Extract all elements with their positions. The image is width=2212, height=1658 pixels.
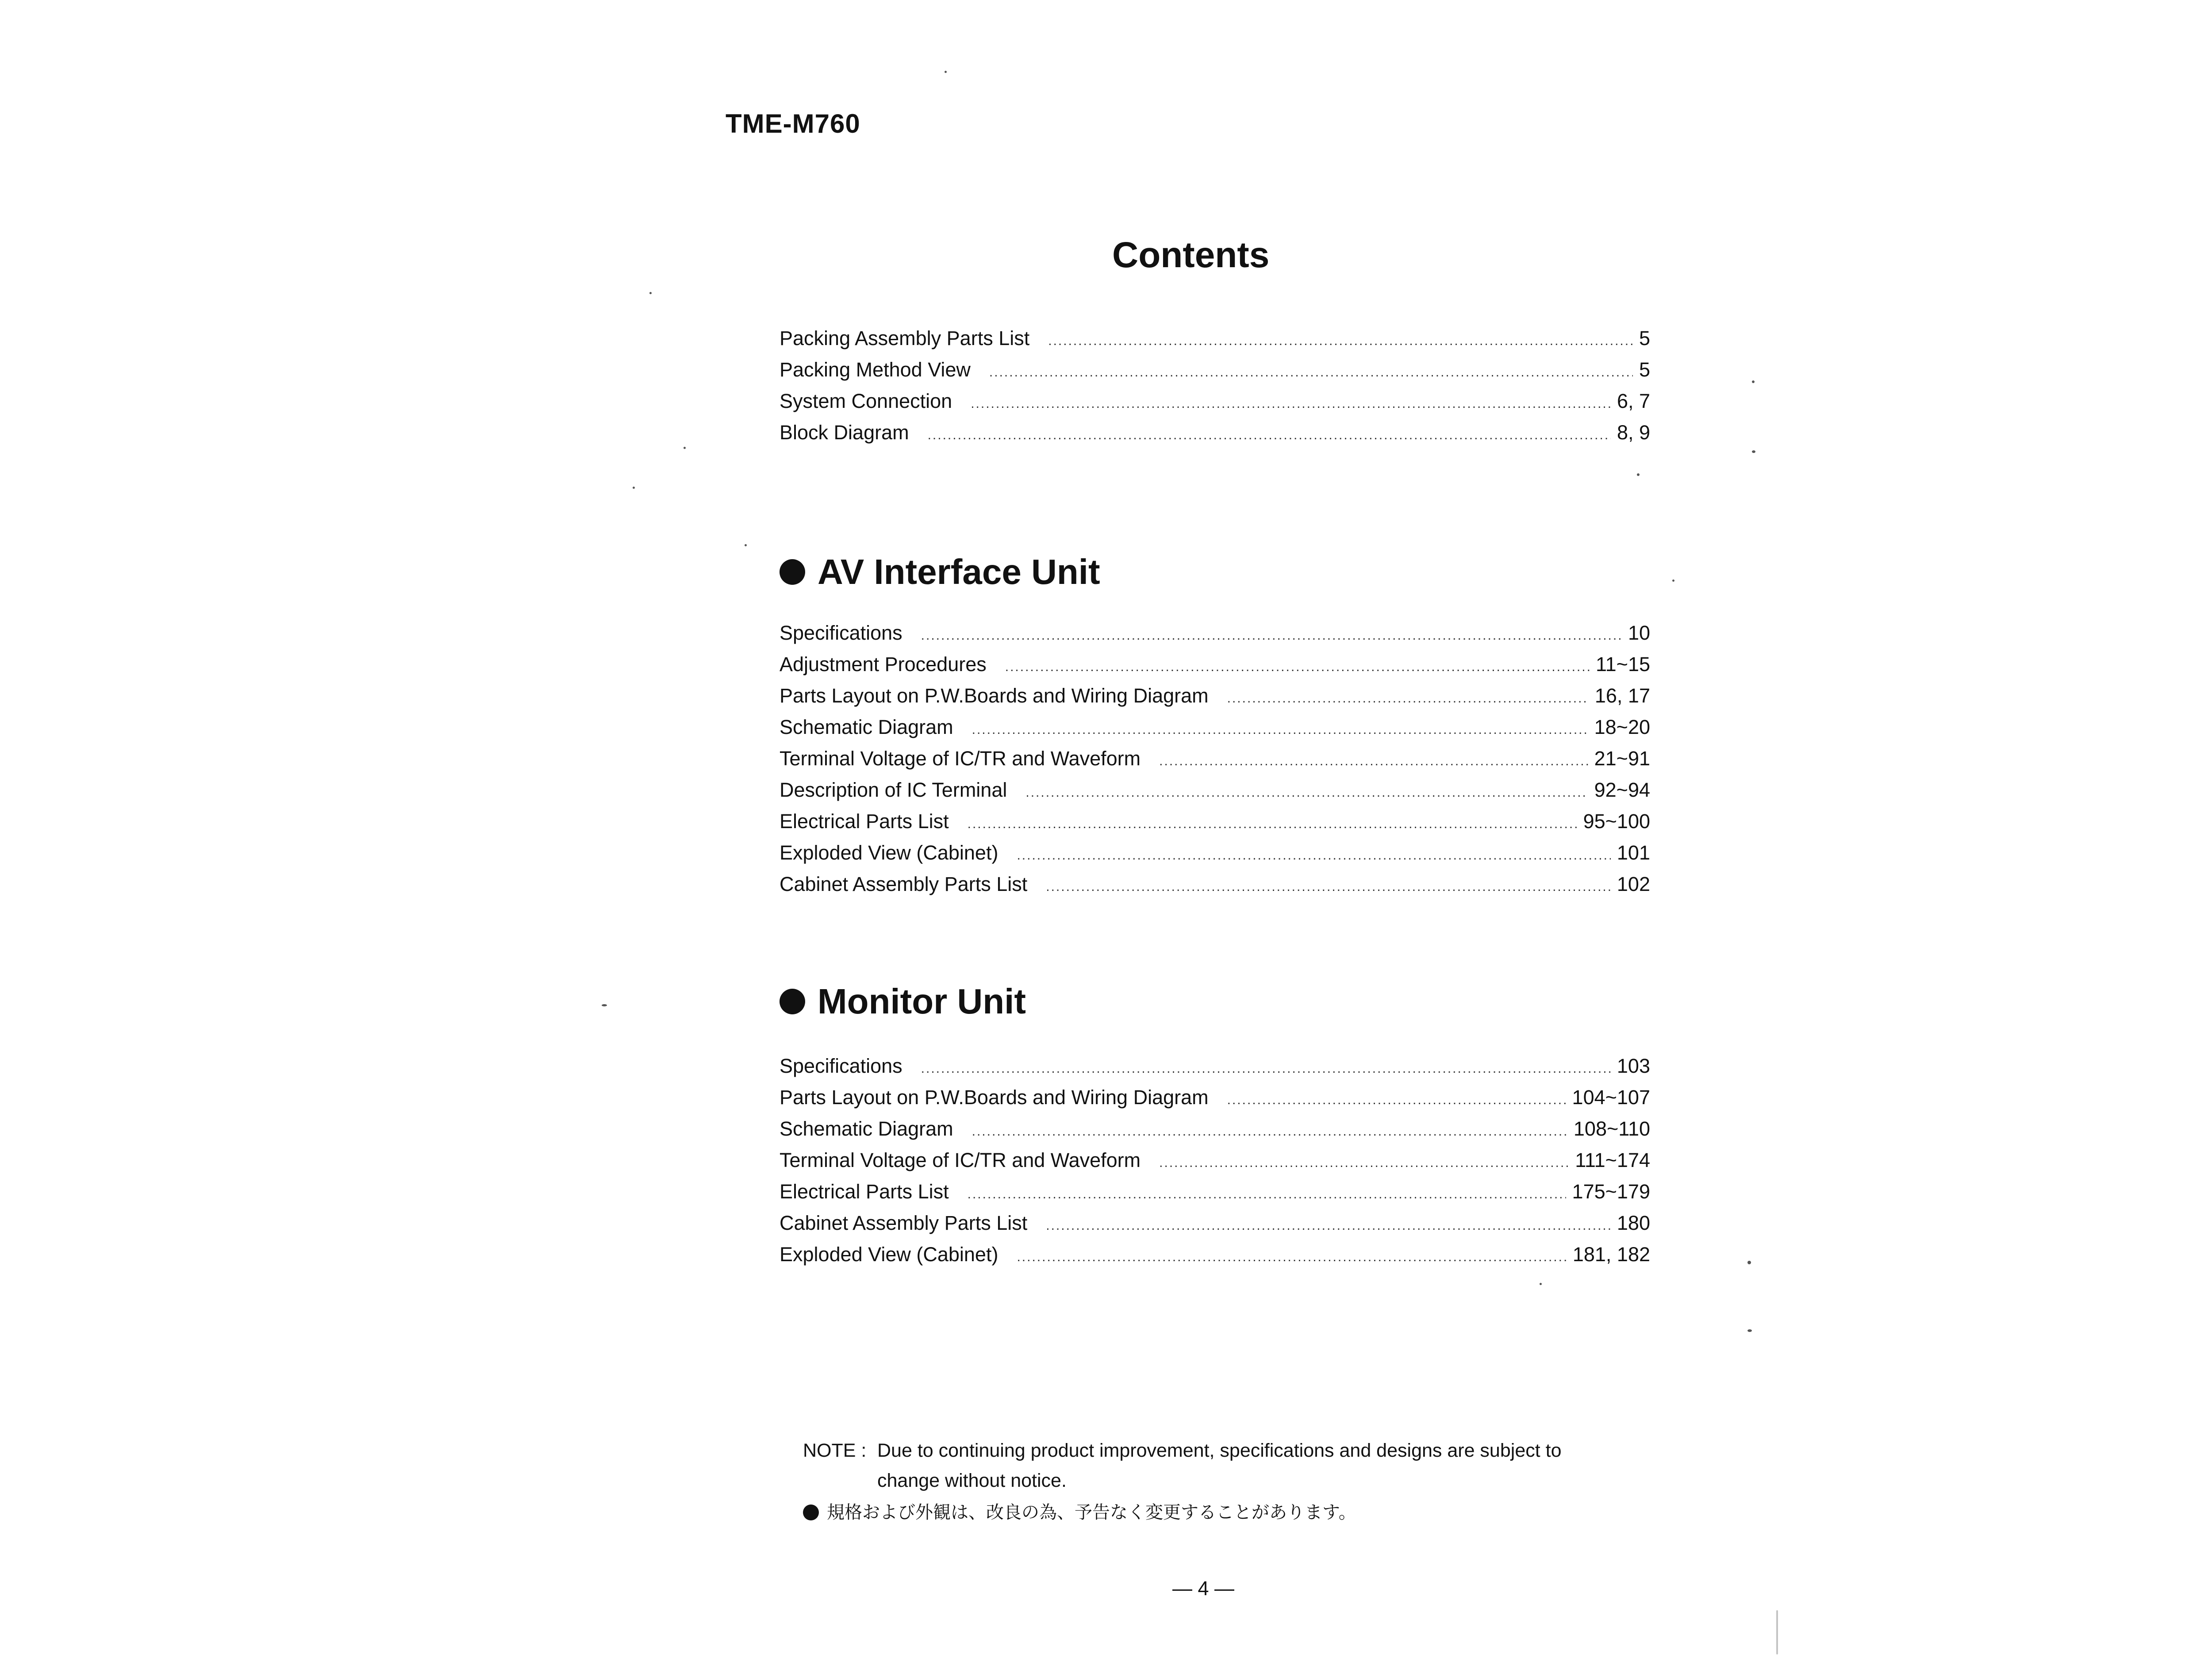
toc-page: 18~20 bbox=[1594, 716, 1650, 738]
toc-entry bbox=[780, 385, 1650, 417]
toc-page: 102 bbox=[1617, 873, 1650, 895]
bullet-icon bbox=[803, 1504, 819, 1520]
toc-page: 108~110 bbox=[1573, 1117, 1650, 1140]
toc-entry bbox=[780, 649, 1650, 680]
toc-label: Electrical Parts List bbox=[780, 1180, 949, 1203]
toc-label: Block Diagram bbox=[780, 421, 909, 444]
toc-entry bbox=[780, 1176, 1650, 1207]
toc-page: 180 bbox=[1617, 1212, 1650, 1234]
contents-title: Contents bbox=[1112, 235, 1270, 275]
toc-page: 6, 7 bbox=[1617, 390, 1650, 412]
toc-label: Exploded View (Cabinet) bbox=[780, 841, 998, 864]
scan-speck bbox=[1672, 580, 1674, 582]
toc-page: 101 bbox=[1617, 841, 1650, 864]
dot-leader bbox=[1046, 871, 1611, 902]
dot-leader bbox=[968, 1178, 1566, 1210]
toc-label: Cabinet Assembly Parts List bbox=[780, 1212, 1028, 1234]
toc-entry bbox=[780, 1207, 1650, 1239]
dot-leader bbox=[1159, 1147, 1569, 1178]
page-number: — 4 — bbox=[1172, 1577, 1235, 1600]
toc-entry bbox=[780, 322, 1650, 354]
dot-leader bbox=[972, 714, 1588, 745]
section-heading-monitor bbox=[780, 981, 1026, 1022]
model-number: TME-M760 bbox=[726, 109, 860, 138]
toc-label: Description of IC Terminal bbox=[780, 779, 1007, 801]
toc-label: Packing Method View bbox=[780, 358, 971, 381]
toc-page: 10 bbox=[1628, 622, 1650, 644]
toc-entry bbox=[780, 1082, 1650, 1113]
section-heading-av-interface bbox=[780, 552, 1100, 592]
note-prefix: NOTE : bbox=[803, 1440, 867, 1461]
toc-label: Specifications bbox=[780, 622, 902, 644]
note-line bbox=[803, 1435, 1599, 1466]
toc-label: Electrical Parts List bbox=[780, 810, 949, 833]
dot-leader bbox=[928, 419, 1611, 451]
scan-speck bbox=[684, 447, 686, 449]
scan-speck bbox=[1776, 1610, 1778, 1654]
toc-page: 104~107 bbox=[1572, 1086, 1650, 1109]
toc-label: Terminal Voltage of IC/TR and Waveform bbox=[780, 1149, 1141, 1171]
monitor-toc bbox=[780, 1050, 1650, 1270]
toc-page: 5 bbox=[1639, 358, 1650, 381]
toc-page: 95~100 bbox=[1583, 810, 1650, 833]
dot-leader bbox=[972, 1116, 1567, 1147]
scan-speck bbox=[1752, 380, 1755, 383]
toc-page: 111~174 bbox=[1575, 1149, 1650, 1171]
scan-speck bbox=[1747, 1261, 1751, 1264]
dot-leader bbox=[1227, 683, 1589, 714]
dot-leader bbox=[921, 620, 1622, 651]
toc-label: Schematic Diagram bbox=[780, 716, 953, 738]
dot-leader bbox=[921, 1053, 1611, 1084]
scan-speck bbox=[633, 487, 635, 489]
toc-page: 8, 9 bbox=[1617, 421, 1650, 444]
toc-entry bbox=[780, 680, 1650, 711]
note-line bbox=[803, 1466, 1599, 1496]
toc-label: Cabinet Assembly Parts List bbox=[780, 873, 1028, 895]
dot-leader bbox=[1048, 325, 1633, 357]
toc-entry bbox=[780, 1144, 1650, 1176]
toc-page: 92~94 bbox=[1594, 779, 1650, 801]
dot-leader bbox=[968, 808, 1577, 840]
section-title: AV Interface Unit bbox=[818, 552, 1100, 591]
dot-leader bbox=[989, 357, 1633, 388]
toc-page: 175~179 bbox=[1572, 1180, 1650, 1203]
section-title: Monitor Unit bbox=[818, 982, 1026, 1021]
dot-leader bbox=[1159, 745, 1588, 777]
bullet-icon bbox=[780, 989, 805, 1014]
dot-leader bbox=[1046, 1210, 1611, 1241]
toc-entry bbox=[780, 806, 1650, 837]
toc-label: Exploded View (Cabinet) bbox=[780, 1243, 998, 1266]
toc-label: Parts Layout on P.W.Boards and Wiring Diagram bbox=[780, 1086, 1209, 1109]
toc-entry bbox=[780, 1050, 1650, 1082]
scan-speck bbox=[745, 544, 747, 546]
toc-page: 103 bbox=[1617, 1055, 1650, 1077]
note-block bbox=[803, 1435, 1599, 1528]
toc-entry bbox=[780, 774, 1650, 806]
toc-entry bbox=[780, 1239, 1650, 1270]
note-text: Due to continuing product improvement, specifications and designs are subject to bbox=[877, 1440, 1562, 1461]
note-japanese-line bbox=[803, 1497, 1599, 1528]
scan-speck bbox=[1752, 450, 1755, 453]
dot-leader bbox=[1017, 1241, 1566, 1273]
toc-entry bbox=[780, 711, 1650, 743]
toc-page: 21~91 bbox=[1594, 747, 1650, 770]
scan-speck bbox=[1637, 473, 1640, 476]
toc-entry bbox=[780, 417, 1650, 448]
toc-page: 16, 17 bbox=[1594, 684, 1650, 707]
toc-label: Specifications bbox=[780, 1055, 902, 1077]
dot-leader bbox=[1227, 1084, 1566, 1116]
scan-speck bbox=[649, 292, 652, 294]
scan-speck bbox=[602, 1004, 607, 1006]
note-japanese-text: 規格および外観は、改良の為、予告なく変更することがあります。 bbox=[827, 1502, 1356, 1523]
av-interface-toc bbox=[780, 617, 1650, 900]
toc-page: 5 bbox=[1639, 327, 1650, 349]
toc-entry bbox=[780, 617, 1650, 649]
scan-speck bbox=[1540, 1283, 1542, 1285]
toc-label: Adjustment Procedures bbox=[780, 653, 987, 675]
bullet-icon bbox=[780, 559, 805, 585]
toc-label: System Connection bbox=[780, 390, 952, 412]
toc-page: 11~15 bbox=[1595, 653, 1650, 675]
toc-entry bbox=[780, 1113, 1650, 1144]
toc-entry bbox=[780, 354, 1650, 385]
note-indent bbox=[803, 1466, 877, 1496]
dot-leader bbox=[1017, 840, 1610, 871]
scan-speck bbox=[1747, 1329, 1752, 1332]
toc-entry bbox=[780, 837, 1650, 868]
note-text-continued: change without notice. bbox=[877, 1470, 1067, 1491]
general-toc bbox=[780, 322, 1650, 448]
dot-leader bbox=[1005, 651, 1590, 683]
toc-entry bbox=[780, 868, 1650, 900]
scan-speck bbox=[945, 71, 947, 73]
dot-leader bbox=[971, 388, 1611, 419]
toc-label: Parts Layout on P.W.Boards and Wiring Diagram bbox=[780, 684, 1209, 707]
toc-page: 181, 182 bbox=[1572, 1243, 1650, 1266]
toc-entry bbox=[780, 743, 1650, 774]
toc-label: Schematic Diagram bbox=[780, 1117, 953, 1140]
toc-label: Terminal Voltage of IC/TR and Waveform bbox=[780, 747, 1141, 770]
toc-label: Packing Assembly Parts List bbox=[780, 327, 1030, 349]
dot-leader bbox=[1025, 777, 1588, 808]
